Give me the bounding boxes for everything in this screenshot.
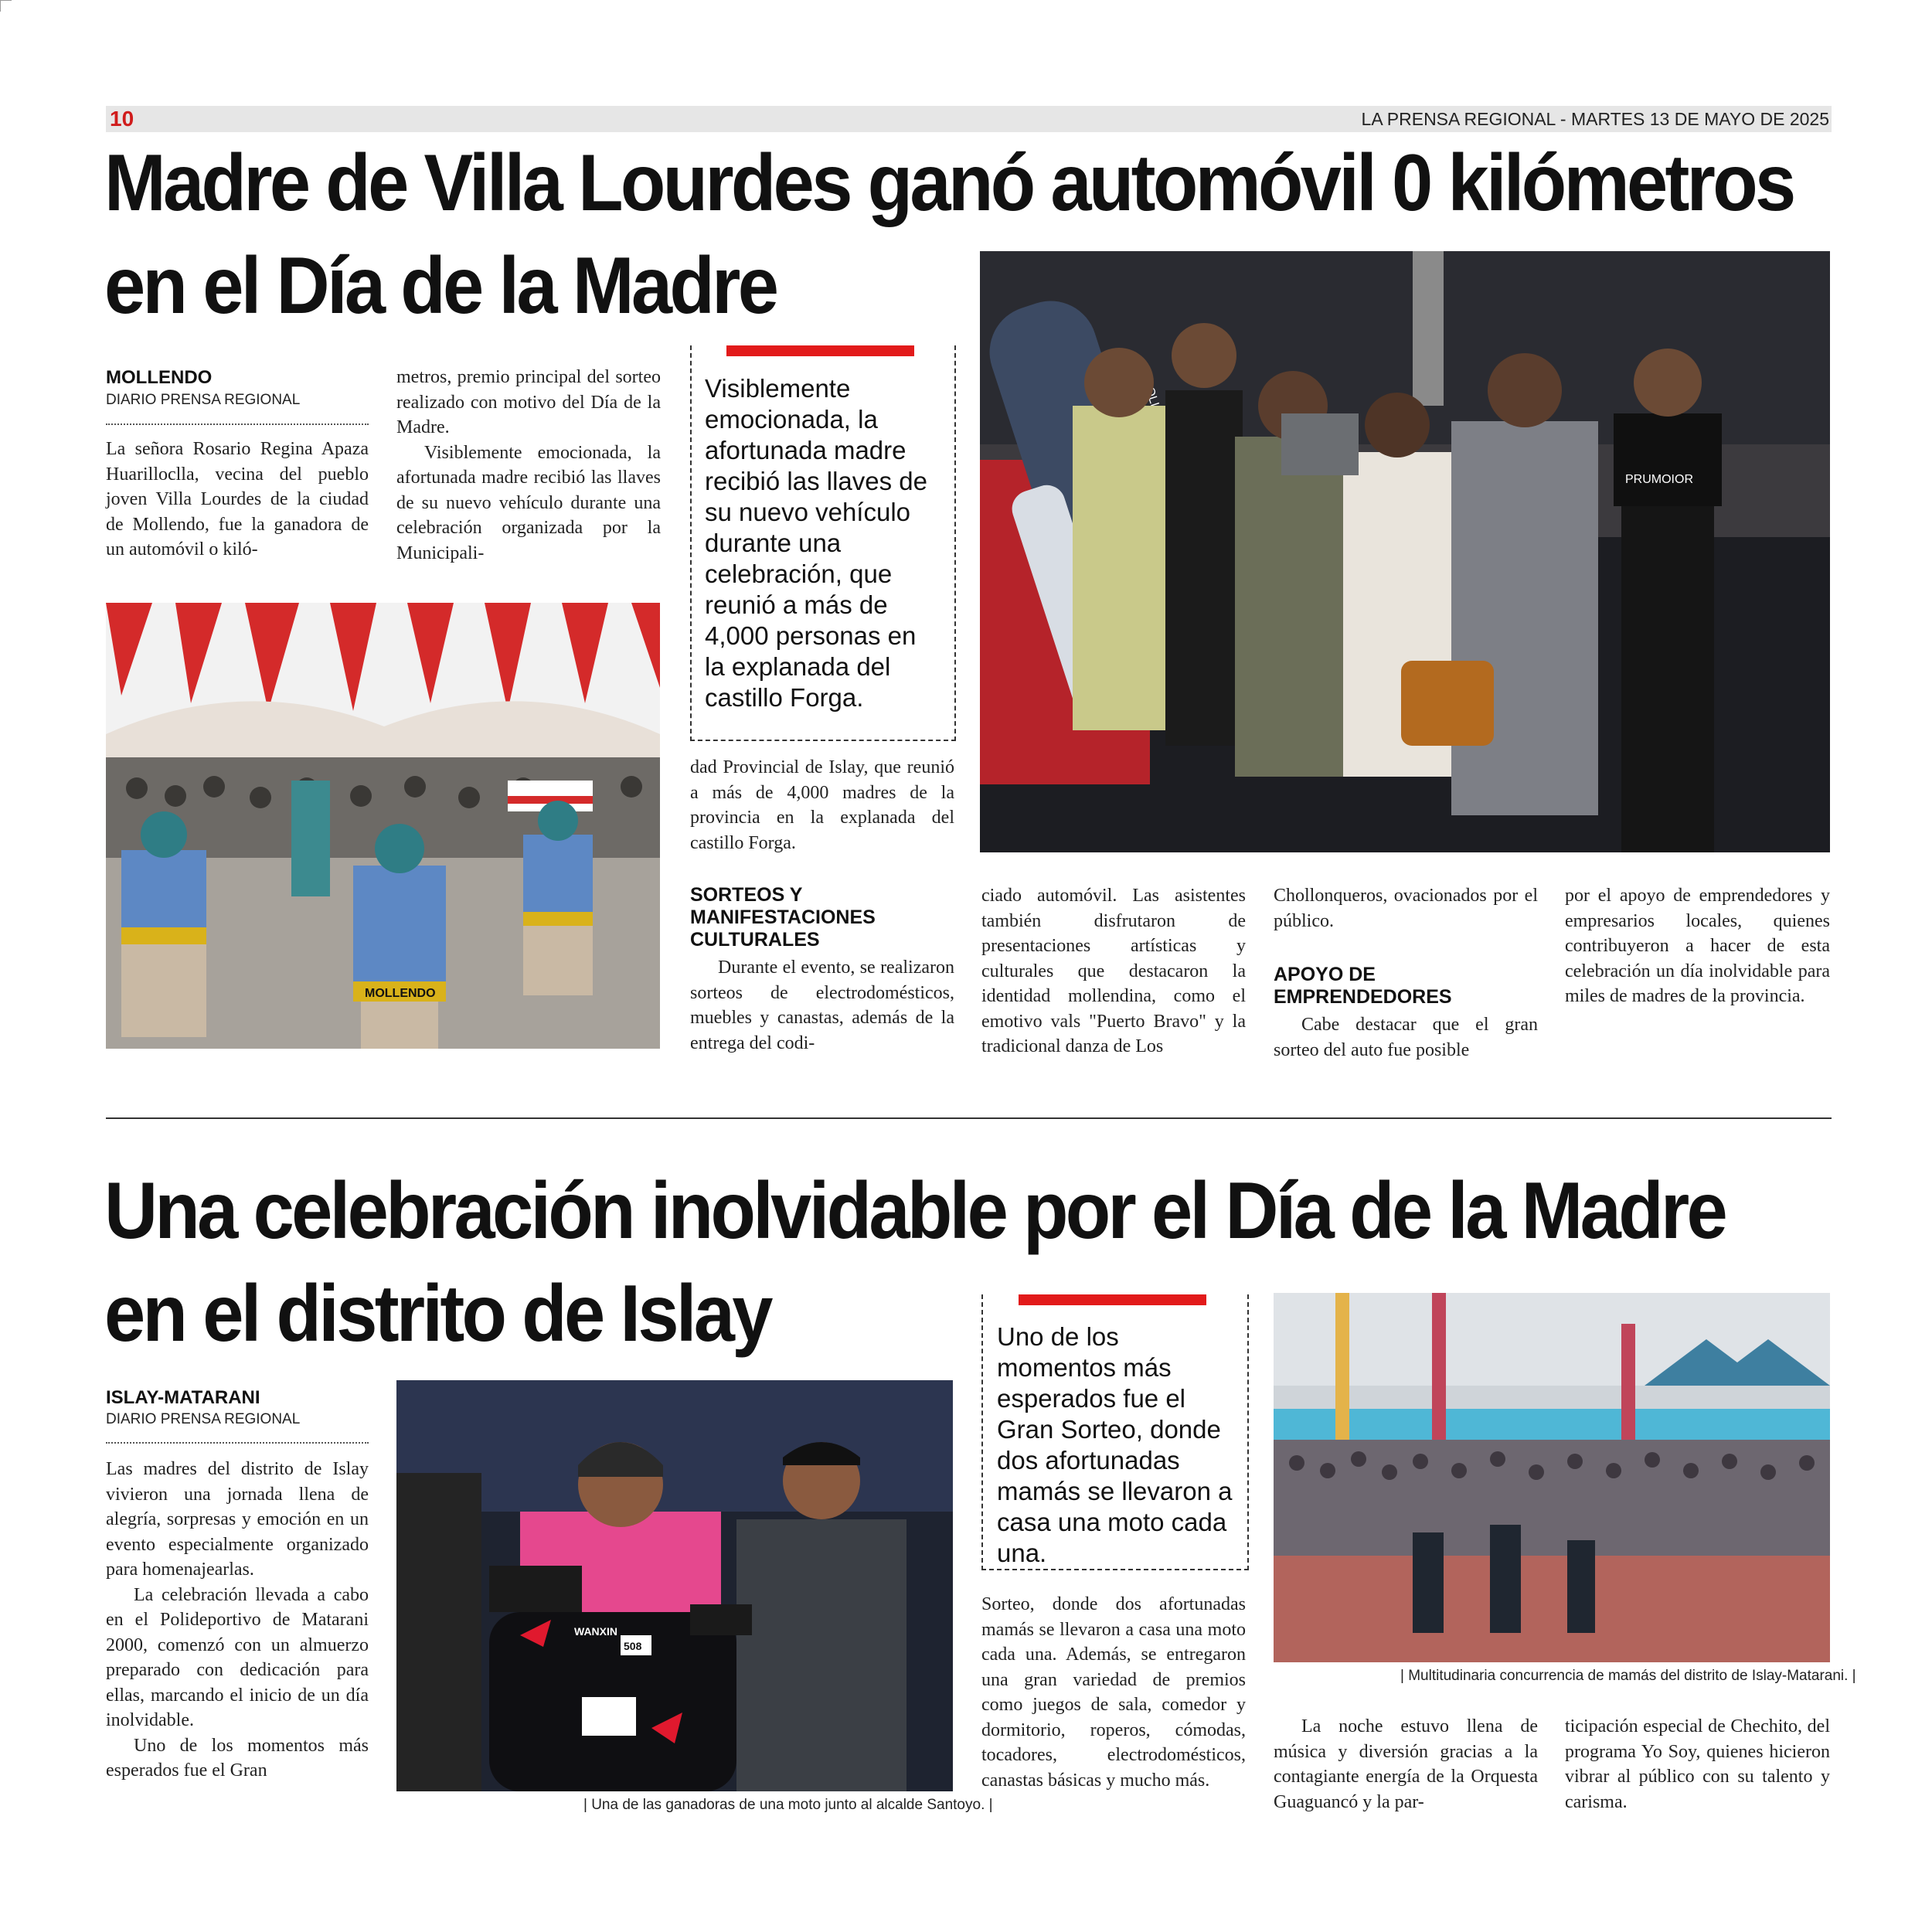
article1-col2 — [396, 365, 661, 566]
photo-key-ceremony-image — [980, 251, 1830, 852]
article2-col1-paragraph1: Las madres del distrito de Islay vivieron una jornada llena de alegría, sorpresas y emoción en un evento especialmente organizado para homenajearlas. — [106, 1459, 369, 1580]
article1-subhead-apoyo: APOYO DE EMPRENDEDORES — [1274, 964, 1452, 1008]
page-number: 10 — [110, 107, 134, 131]
photo-moto-number: 508 — [624, 1640, 642, 1652]
article2-headline-line1: Una celebración inolvidable por el Día de la Madre — [104, 1166, 1726, 1256]
photo-dancers — [106, 603, 660, 1049]
article2-dateline: ISLAY-MATARANI — [106, 1387, 260, 1408]
article1-subhead-sorteos: SORTEOS Y MANIFESTACIONES CULTURALES — [690, 884, 876, 951]
article1-col3-paragraph2: Durante el evento, se realizaron sorteos de electrodomésticos, muebles y canastas, además de la entrega del codi- — [690, 957, 954, 1053]
article2-col5 — [1565, 1714, 1830, 1815]
article1-pullquote-text: Visiblemente emocionada, la afortunada madre recibió las llaves de su nuevo vehículo durante una celebración, que reunió a más de 4,000 personas en la explanada del castillo Forga. — [705, 374, 927, 712]
article2-col4 — [1274, 1714, 1538, 1815]
photo-dancers-belt-text: MOLLENDO — [365, 987, 436, 1000]
article2-headline-line2: en el distrito de Islay — [104, 1269, 770, 1359]
article2-divider — [106, 1442, 369, 1444]
article1-col5-paragraph1: Chollonqueros, ovacionados por el público. — [1274, 886, 1538, 931]
article1-col5 — [1274, 883, 1538, 934]
photo-dancers-image — [106, 603, 660, 1049]
article1-headline-line1: Madre de Villa Lourdes ganó automóvil 0 kilómetros — [104, 138, 1794, 228]
article2-col5-paragraph1: ticipación especial de Chechito, del programa Yo Soy, quienes hicieron vibrar al público con su talento y carisma. — [1565, 1716, 1830, 1812]
photo-moto-winner-image — [396, 1380, 953, 1791]
article1-col6 — [1565, 883, 1830, 1009]
photo-key-ceremony-shirt-text: PRUMOIOR — [1625, 473, 1693, 486]
article1-col3 — [690, 755, 954, 855]
article1-col5-paragraph2: Cabe destacar que el gran sorteo del auto fue posible — [1274, 1015, 1538, 1060]
crop-mark — [0, 0, 12, 12]
article1-dateline: MOLLENDO — [106, 367, 213, 388]
article2-pullquote-text: Uno de los momentos más esperados fue el Gran Sorteo, donde dos afortunadas mamás se llevaron a casa una moto cada una. — [997, 1322, 1233, 1567]
article2-col1-paragraph2: La celebración llevada a cabo en el Polideportivo de Matarani 2000, comenzó con un almuerzo preparado con dedicación para ellas, marcando el inicio de un día inolvidable. — [106, 1584, 369, 1730]
article1-source: DIARIO PRENSA REGIONAL — [106, 392, 301, 408]
photo-crowd-image — [1274, 1293, 1830, 1662]
article1-divider — [106, 423, 369, 425]
article1-headline-line2: en el Día de la Madre — [104, 241, 777, 331]
article2-pullquote-bar — [1019, 1294, 1206, 1305]
photo-moto-brand: WANXIN — [574, 1625, 617, 1638]
article1-col3-paragraph1: dad Provincial de Islay, que reunió a más de 4,000 madres de la provincia en la explanada del castillo Forga. — [690, 757, 954, 853]
article2-col4-paragraph1: La noche estuvo llena de música y diversión gracias a la contagiante energía de la Orquesta Guaguancó y la par- — [1274, 1716, 1538, 1812]
photo-moto-caption: | Una de las ganadoras de una moto junto al alcalde Santoyo. | — [583, 1797, 993, 1813]
article2-col1 — [106, 1457, 369, 1784]
article1-pullquote-bar — [726, 345, 914, 356]
article1-col1-paragraph: La señora Rosario Regina Apaza Huarilloclla, vecina del pueblo joven Villa Lourdes de la ciudad de Mollendo, fue la ganadora de un automóvil o kiló- — [106, 439, 369, 560]
publication-dateline: LA PRENSA REGIONAL - MARTES 13 DE MAYO DE 2025 — [1361, 109, 1829, 129]
article1-col6-paragraph1: por el apoyo de emprendedores y empresarios locales, quienes contribuyeron a hacer de esta celebración un día inolvidable para miles de madres de la provincia. — [1565, 886, 1830, 1006]
article1-col2-paragraph2: Visiblemente emocionada, la afortunada madre recibió las llaves de su nuevo vehículo durante una celebración organizada por la Municipali- — [396, 442, 661, 563]
photo-crowd — [1274, 1293, 1830, 1662]
article1-col2-paragraph1: metros, premio principal del sorteo realizado con motivo del Día de la Madre. — [396, 367, 661, 437]
photo-crowd-caption: | Multitudinaria concurrencia de mamás del distrito de Islay-Matarani. | — [1400, 1668, 1856, 1684]
article1-col3b — [690, 955, 954, 1056]
photo-moto-winner — [396, 1380, 953, 1791]
article1-col5b — [1274, 1012, 1538, 1063]
article1-col1 — [106, 437, 369, 563]
article1-col4-paragraph1: ciado automóvil. Las asistentes también disfrutaron de presentaciones artísticas y culturales que destacaron la identidad mollendina, como el emotivo vals "Puerto Bravo" y la tradicional danza de Los — [981, 886, 1246, 1056]
article2-col3-paragraph1: Sorteo, donde dos afortunadas mamás se llevaron a casa una moto cada una. Además, se entregaron una gran variedad de premios como juegos de sala, comedor y dormitorio, roperos, cómodas, tocadores, electrodomésticos, canastas básicas y mucho más. — [981, 1594, 1246, 1791]
photo-key-ceremony — [980, 251, 1830, 852]
article1-col4 — [981, 883, 1246, 1060]
article2-col1-paragraph3: Uno de los momentos más esperados fue el Gran — [106, 1735, 369, 1781]
article2-source: DIARIO PRENSA REGIONAL — [106, 1411, 301, 1427]
article2-col3 — [981, 1592, 1246, 1793]
section-divider — [106, 1117, 1832, 1119]
